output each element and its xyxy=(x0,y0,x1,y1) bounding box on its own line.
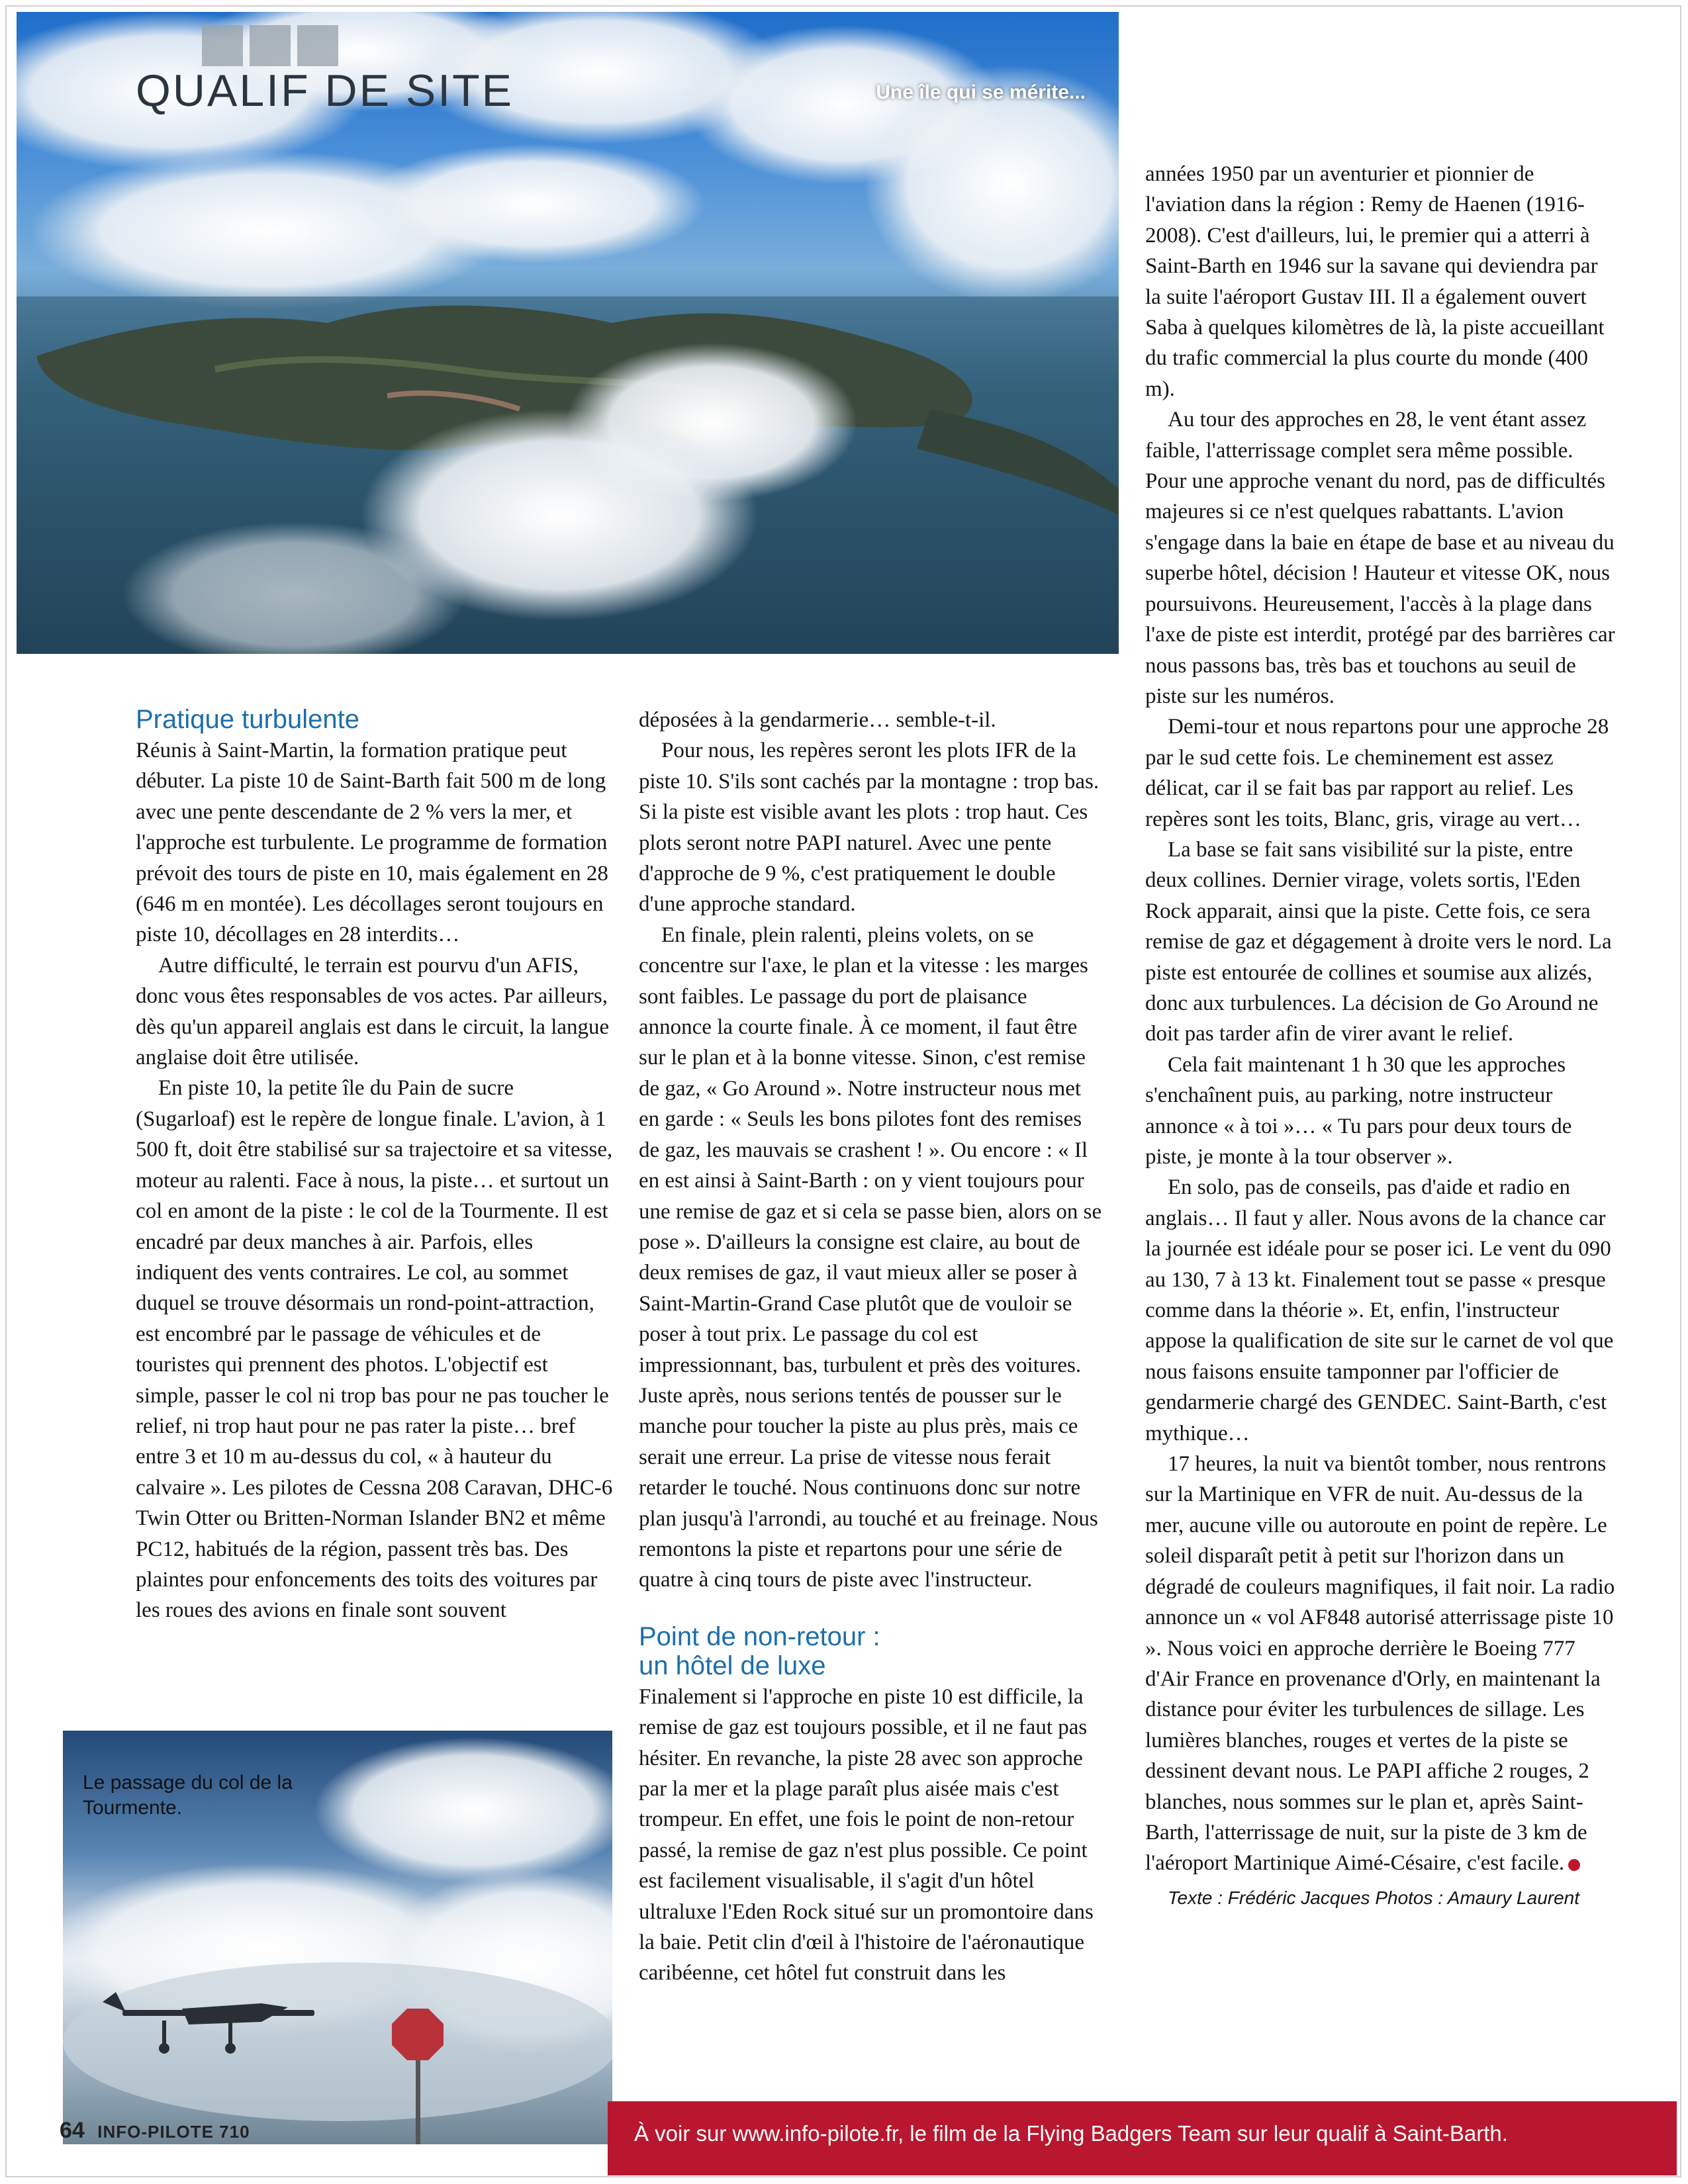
rubric-decoration xyxy=(202,25,338,66)
body-paragraph: Demi-tour et nous repartons pour une approche 28 par le sud cette fois. Le cheminement est assez délicat, car il se fait bas par rapport au relief. Les repères sont les toits, Blanc, gris, virage au vert… xyxy=(1145,715,1609,831)
column-left xyxy=(136,705,616,1626)
body-paragraph: années 1950 par un aventurier et pionnier de l'aviation dans la région : Remy de Haenen (1916-2008). C'est d'ailleurs, lui, le premier qui a atterri à Saint-Barth en 1946 sur la savane qui deviendra par la suite l'aéroport Gustav III. Il a également ouvert Saba à quelques kilomètres de là, la piste accueillant du trafic commercial la plus courte du monde (400 m). xyxy=(1145,162,1605,401)
body-paragraph: La base se fait sans visibilité sur la piste, entre deux collines. Dernier virage, volets sortis, l'Eden Rock apparait, ainsi que la piste. Cette fois, ce sera remise de gaz et dégagement à droite vers le nord. La piste est entourée de collines et soumise aux alizés, donc aux turbulences. La décision de Go Around ne doit pas tarder afin de virer avant le relief. xyxy=(1145,837,1612,1046)
section-heading: Pratique turbulente xyxy=(136,705,360,734)
page-number: 64 xyxy=(60,2118,85,2143)
body-paragraph: En finale, plein ralenti, pleins volets, on se concentre sur l'axe, le plan et la vitesse : les marges sont faibles. Le passage du port de plaisance annonce la courte finale. À ce moment, il faut être sur le plan et à la bonne vitesse. Sinon, c'est remise de gaz, « Go Around ». Notre instructeur nous met en garde : « Seuls les bons pilotes font des remises de gaz, les mauvais se crashent ! ». Ou encore : « Il en est ainsi à Saint-Barth : on y vient toujours pour une remise de gaz et si cela se passe bien, alors on se pose ». D'ailleurs la consigne est claire, au bout de deux remises de gaz, il vaut mieux aller se poser à Saint-Martin-Grand Case plutôt que de vouloir se poser à tout prix. Le passage du col est impressionnant, bas, turbulent et près des voitures. Juste après, nous serions tentés de pousser sur le manche pour toucher la piste au plus près, mais ce serait une erreur. La prise de vitesse nous ferait retarder le touché. Nous continuons donc sur notre plan jusqu'à l'arrondi, au touché et au freinage. Nous remontons la piste et repartons pour une série de quatre à cinq tours de piste avec l'instructeur. xyxy=(639,923,1102,1592)
end-mark-icon xyxy=(1568,1859,1580,1871)
body-paragraph: Autre difficulté, le terrain est pourvu d'un AFIS, donc vous êtes responsables de vos actes. Par ailleurs, dès qu'un appareil anglais est dans le circuit, la langue anglaise doit être utilisée. xyxy=(136,953,610,1070)
section-heading xyxy=(639,1622,1102,1680)
rubric-title: QUALIF DE SITE xyxy=(136,66,514,116)
inset-photo xyxy=(63,1731,612,2144)
section-heading-line: Point de non-retour : xyxy=(639,1621,880,1651)
body-paragraph: Cela fait maintenant 1 h 30 que les approches s'enchaînent puis, au parking, notre instructeur annonce « à toi »… « Tu pars pour deux tours de piste, je monte à la tour observer ». xyxy=(1145,1052,1572,1169)
magazine-name: INFO-PILOTE 710 xyxy=(97,2122,250,2142)
body-paragraph: Réunis à Saint-Martin, la formation pratique peut débuter. La piste 10 de Saint-Barth fait 500 m de long avec une pente descendante de 2 % vers la mer, et l'approche est turbulente. Le programme de formation prévoit des tours de piste en 10, mais également en 28 (646 m en montée). Les décollages seront toujours en piste 10, décollages en 28 interdits… xyxy=(136,739,608,947)
body-paragraph: déposées à la gendarmerie… semble-t-il. xyxy=(639,708,996,732)
photo-credit: Texte : Frédéric Jacques Photos : Amaury Laurent xyxy=(1168,1887,1580,1908)
hero-caption: Une île qui se mérite... xyxy=(876,81,1086,103)
column-right xyxy=(1145,159,1615,1913)
body-paragraph: En solo, pas de conseils, pas d'aide et radio en anglais… Il faut y aller. Nous avons de la chance car la journée est idéale pour se poser ici. Le vent du 090 au 130, 7 à 13 kt. Finalement tout se passe « presque comme dans la théorie ». Et, enfin, l'instructeur appose la qualification de site sur le carnet de vol que nous faisons ensuite tamponner par l'officier de gendarmerie chargé des GENDEC. Saint-Barth, c'est mythique… xyxy=(1145,1175,1614,1445)
body-paragraph: Au tour des approches en 28, le vent étant assez faible, l'atterrissage complet sera même possible. Pour une approche venant du nord, pas de difficultés majeures si ce n'est quelques rabattants. L'avion s'engage dans la baie en étape de base et au niveau du superbe hôtel, décision ! Hauteur et vitesse OK, nous poursuivons. Heureusement, l'accès à la plage dans l'axe de piste est interdit, protégé par des barrières car nous passons bas, très bas et touchons au seuil de piste sur les numéros. xyxy=(1145,408,1615,708)
body-paragraph: Finalement si l'approche en piste 10 est difficile, la remise de gaz est toujours possible, et il ne faut pas hésiter. En revanche, la piste 28 avec son approche par la mer et la plage paraît plus aisée mais c'est trompeur. En effet, une fois le point de non-retour passé, la remise de gaz n'est plus possible. Ce point est facilement visualisable, il s'agit d'un hôtel ultraluxe l'Eden Rock situé sur un promontoire dans la baie. Petit clin d'œil à l'histoire de l'aéronautique caribéenne, cet hôtel fut construit dans les xyxy=(639,1684,1094,1985)
body-paragraph: Pour nous, les repères seront les plots IFR de la piste 10. S'ils sont cachés par la montagne : trop bas. Si la piste est visible avant les plots : trop haut. Ces plots seront notre PAPI naturel. Avec une pente d'approche de 9 %, c'est pratiquement le double d'une approche standard. xyxy=(639,739,1100,917)
promo-banner xyxy=(608,2101,1677,2175)
hero-photo xyxy=(17,12,1119,654)
body-paragraph-text: 17 heures, la nuit va bientôt tomber, nous rentrons sur la Martinique en VFR de nuit. Au-dessus de la mer, aucune ville ou autoroute en point de repère. Le soleil disparaît petit à petit sur l'horizon dans un dégradé de couleurs magnifiques, il fait noir. La radio annonce un « vol AF848 autorisé atterrissage piste 10 ». Nous voici en approche derrière le Boeing 777 d'Air France en provenance d'Orly, en maintenant la distance pour éviter les turbulences de sillage. Les lumières blanches, rouges et vertes de la piste se dessinent devant nous. Le PAPI affiche 2 rouges, 2 blanches, nous sommes sur le plan et, après Saint-Barth, l'atterrissage de nuit, sur la piste de 3 km de l'aéroport Martinique Aimé-Césaire, c'est facile. xyxy=(1145,1452,1615,1876)
section-heading-line: un hôtel de luxe xyxy=(639,1651,826,1680)
promo-banner-text: À voir sur www.info-pilote.fr, le film de la Flying Badgers Team sur leur qualif à Saint-Barth. xyxy=(634,2121,1508,2146)
page-folio xyxy=(60,2118,250,2144)
body-paragraph xyxy=(1145,1449,1615,1879)
column-middle xyxy=(639,705,1102,1989)
inset-caption: Le passage du col de la Tourmente. xyxy=(83,1772,293,1819)
body-paragraph: En piste 10, la petite île du Pain de sucre (Sugarloaf) est le repère de longue finale. L'avion, à 1 500 ft, doit être stabilisé sur sa trajectoire et sa vitesse, moteur au ralenti. Face à nous, la piste… et surtout un col en amont de la piste : le col de la Tourmente. Il est encadré par deux manches à air. Parfois, elles indiquent des vents contraires. Le col, au sommet duquel se trouve désormais un rond-point-attraction, est encombré par le passage de véhicules et de touristes qui prennent des photos. L'objectif est simple, passer le col ni trop bas pour ne pas toucher le relief, ni trop haut pour ne pas rater la piste… bref entre 3 et 10 m au-dessus du col, « à hauteur du calvaire ». Les pilotes de Cessna 208 Caravan, DHC-6 Twin Otter ou Britten-Norman Islander BN2 et même PC12, habitués de la région, passent très bas. Des plaintes pour enfoncements des toits des voitures par les roues des avions en finale sont souvent xyxy=(136,1076,613,1623)
